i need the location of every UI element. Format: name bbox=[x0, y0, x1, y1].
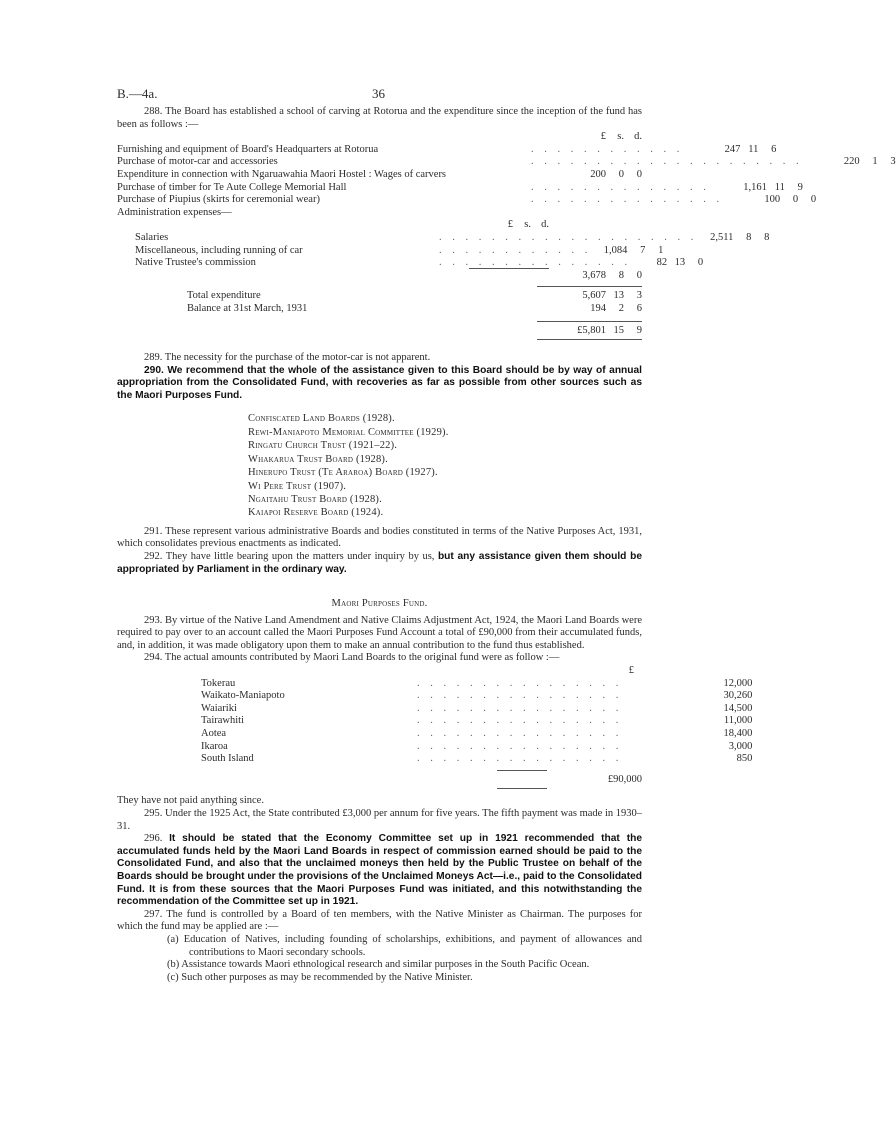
currency-pence: d. bbox=[634, 131, 642, 143]
contributions-table bbox=[117, 665, 753, 789]
paragraph-295: 295. Under the 1925 Act, the State contributed £3,000 per annum for five years. The fifth payment was made in 1930–31. bbox=[117, 808, 642, 832]
contribution-row: Ikaroa . . . . . . . . . . . . . . . . 3,000 bbox=[201, 740, 753, 752]
page-header bbox=[117, 88, 642, 106]
admin-currency-header: £ s. d. bbox=[507, 219, 549, 231]
admin-row: Native Trustee's commission . . . . . . . . . . . . . . . 82 13 0 bbox=[135, 257, 704, 269]
committee-item: Kaiapoi Reserve Board (1924). bbox=[248, 507, 384, 519]
committee-item: Confiscated Land Boards (1928). bbox=[248, 413, 395, 425]
balance-row: Balance at 31st March, 1931 194 2 6 bbox=[187, 302, 642, 314]
contribution-row: Waiariki . . . . . . . . . . . . . . . . 14,500 bbox=[201, 702, 753, 714]
admin-row: Salaries . . . . . . . . . . . . . . . . . . . . 2,511 8 8 bbox=[135, 231, 770, 243]
grand-total-row: £5,801 15 9 bbox=[577, 324, 642, 336]
committee-item: Whakarua Trust Board (1928). bbox=[248, 453, 388, 465]
purposes-list bbox=[167, 934, 642, 984]
paragraph-294: 294. The actual amounts contributed by Maori Land Boards to the original fund were as follow :— bbox=[144, 652, 560, 664]
expenditure-row: Purchase of Piupius (skirts for ceremonial wear) . . . . . . . . . . . . . . . 100 0 0 bbox=[117, 194, 817, 206]
expenditure-row: Expenditure in connection with Ngaruawahia Maori Hostel : Wages of carvers 200 0 0 bbox=[117, 168, 642, 180]
currency-header bbox=[117, 131, 642, 144]
paragraph-290: 290. We recommend that the whole of the assistance given to this Board should be by way of annual appropriation from the Consolidated Fund, with recoveries as far as possible from other sources such as the Maori Purposes Fund. bbox=[117, 364, 642, 401]
committee-item: Ringatu Church Trust (1921–22). bbox=[248, 440, 398, 452]
committee-item: Wi Pere Trust (1907). bbox=[248, 480, 347, 492]
currency-shillings: s. bbox=[617, 131, 624, 143]
committee-item: Ngaitahu Trust Board (1928). bbox=[248, 493, 382, 505]
contributions-total: £90,000 bbox=[607, 773, 642, 785]
contribution-row: Tokerau . . . . . . . . . . . . . . . . 12,000 bbox=[201, 677, 753, 689]
total-expenditure-row: Total expenditure 5,607 13 3 bbox=[187, 290, 642, 302]
report-code: B.—4a. bbox=[117, 86, 158, 101]
paragraph-297: 297. The fund is controlled by a Board of ten members, with the Native Minister as Chairman. The purposes for which the fund may be applied are :— bbox=[117, 908, 642, 933]
contribution-row: Aotea . . . . . . . . . . . . . . . . 18,400 bbox=[201, 728, 753, 740]
admin-label: Administration expenses— bbox=[117, 206, 232, 218]
paragraph-293: 293. By virtue of the Native Land Amendment and Native Claims Adjustment Act, 1924, the Maori Land Boards were required to pay over to an account called the Maori Purposes Fund Account a total of £90,000 from their accumulated funds, and, in addition, it was made obligatory upon them to make an annual contribution to the fund thus established. bbox=[117, 614, 642, 651]
admin-row: Miscellaneous, including running of car . . . . . . . . . . . . 1,084 7 1 bbox=[135, 244, 664, 256]
paragraph-291: 291. These represent various administrative Boards and bodies constituted in terms of the Native Purposes Act, 1931, which consolidates previous enactments as indicated. bbox=[117, 525, 642, 550]
line-not-paid-since: They have not paid anything since. bbox=[117, 795, 264, 807]
contribution-row: Waikato-Maniapoto . . . . . . . . . . . . . . . . 30,260 bbox=[201, 690, 753, 702]
paragraph-289: 289. The necessity for the purchase of the motor-car is not apparent. bbox=[144, 352, 431, 364]
committee-item: Rewi-Maniapoto Memorial Committee (1929). bbox=[248, 426, 449, 438]
admin-total-row: 3,678 8 0 bbox=[117, 270, 642, 283]
purpose-item: (a) Education of Natives, including founding of scholarships, exhibitions, and payment of allowances and contributions to Maori secondary schools. bbox=[167, 933, 643, 958]
paragraph-292: 292. They have little bearing upon the matters under inquiry by us, but any assistance given them should be appropriated by Parliament in the ordinary way. bbox=[117, 550, 642, 575]
purpose-item: (b) Assistance towards Maori ethnological research and similar purposes in the South Pacific Ocean. bbox=[167, 959, 590, 971]
expenditure-row: Purchase of timber for Te Aute College Memorial Hall . . . . . . . . . . . . . . 1,161 11 9 bbox=[117, 181, 803, 193]
contrib-currency: £ bbox=[628, 665, 634, 677]
contributions-total-row bbox=[117, 774, 642, 787]
expenditure-row: Purchase of motor-car and accessories . . . . . . . . . . . . . . . . . . . . . 220 1 3 bbox=[117, 156, 896, 168]
contribution-row: Tairawhiti . . . . . . . . . . . . . . . . 11,000 bbox=[201, 715, 753, 727]
paragraph-296: 296. It should be stated that the Economy Committee set up in 1921 recommended that the accumulated funds held by the Maori Land Boards in respect of commission earned should be paid to the Consolidated Fund, and also that the unclaimed moneys then held by the Public Trustee on behalf of the Boards should be brought under the provisions of the Unclaimed Moneys Act—i.e., paid to the Consolidated Fund. It is from these sources that the Maori Purposes Fund was initiated, and this notwithstanding the recommendation of the Committee set up in 1921. bbox=[117, 833, 642, 908]
admin-label-row bbox=[117, 207, 642, 220]
expenditure-row: Furnishing and equipment of Board's Headquarters at Rotorua . . . . . . . . . . . . 247 11 6 bbox=[117, 143, 777, 155]
section-title: Maori Purposes Fund. bbox=[331, 598, 428, 610]
page-number: 36 bbox=[372, 86, 385, 101]
committee-list bbox=[248, 412, 642, 519]
committee-item: Hinerupo Trust (Te Araroa) Board (1927). bbox=[248, 467, 438, 479]
paragraph-288: 288. The Board has established a school of carving at Rotorua and the expenditure since the inception of the fund has been as follows :— bbox=[117, 106, 642, 130]
contribution-row: South Island . . . . . . . . . . . . . . . . 850 bbox=[201, 753, 753, 765]
currency-pounds: £ bbox=[600, 131, 606, 143]
expenditure-table bbox=[117, 143, 896, 340]
purpose-item: (c) Such other purposes as may be recommended by the Native Minister. bbox=[167, 971, 473, 983]
